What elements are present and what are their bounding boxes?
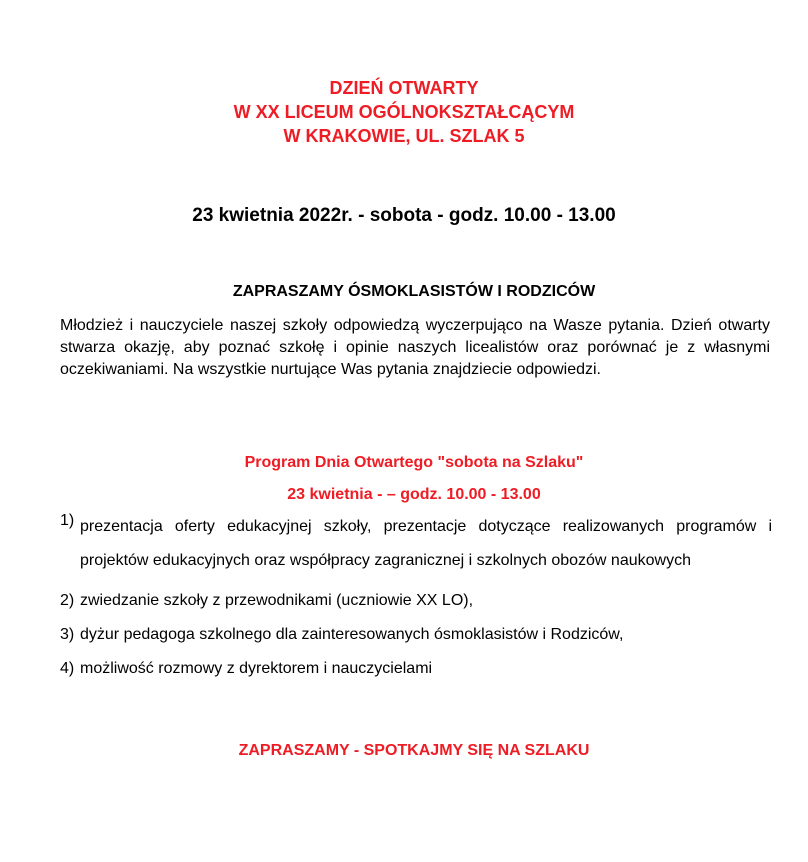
title-line-2: W XX LICEUM OGÓLNOKSZTAŁCĄCYM <box>233 102 575 122</box>
program-item <box>60 510 772 578</box>
program-item-number: 4) <box>60 660 75 677</box>
program-title: Program Dnia Otwartego "sobota na Szlaku" <box>244 454 584 471</box>
program-item <box>60 590 772 612</box>
event-date-line: 23 kwietnia 2022r. - sobota - godz. 10.00 - 13.00 <box>192 205 616 226</box>
title-line-3: W KRAKOWIE, UL. SZLAK 5 <box>283 126 525 146</box>
intro-paragraph: Młodzież i nauczyciele naszej szkoły odpowiedzą wyczerpująco na Wasze pytania. Dzień otwarty stwarza okazję, aby poznać szkołę i opinie naszych licealistów oraz porównać je z własnymi oczekiwaniami. Na wszystkie nurtujące Was pytania znajdziecie odpowiedzi. <box>60 317 770 378</box>
program-item <box>60 624 772 646</box>
program-item-number: 3) <box>60 626 75 643</box>
event-title <box>0 76 808 148</box>
title-line-1: DZIEŃ OTWARTY <box>329 78 479 98</box>
program-date: 23 kwietnia - – godz. 10.00 - 13.00 <box>287 486 541 503</box>
program-item <box>60 658 772 680</box>
invite-heading: ZAPRASZAMY ÓSMOKLASISTÓW I RODZICÓW <box>232 283 596 300</box>
program-item-text: zwiedzanie szkoły z przewodnikami (uczniowie XX LO), <box>80 592 474 609</box>
program-item-number: 2) <box>60 592 75 609</box>
program-item-text: możliwość rozmowy z dyrektorem i nauczycielami <box>80 660 433 677</box>
program-item-text: dyżur pedagoga szkolnego dla zainteresowanych ósmoklasistów i Rodziców, <box>80 626 624 643</box>
program-item-text: prezentacja oferty edukacyjnej szkoły, prezentacje dotyczące realizowanych programów i projektów edukacyjnych oraz współpracy zagranicznej i szkolnych obozów naukowych <box>80 518 772 569</box>
program-list <box>60 512 772 692</box>
closing-invitation: ZAPRASZAMY - SPOTKAJMY SIĘ NA SZLAKU <box>238 742 590 759</box>
program-item-number: 1) <box>60 512 75 529</box>
